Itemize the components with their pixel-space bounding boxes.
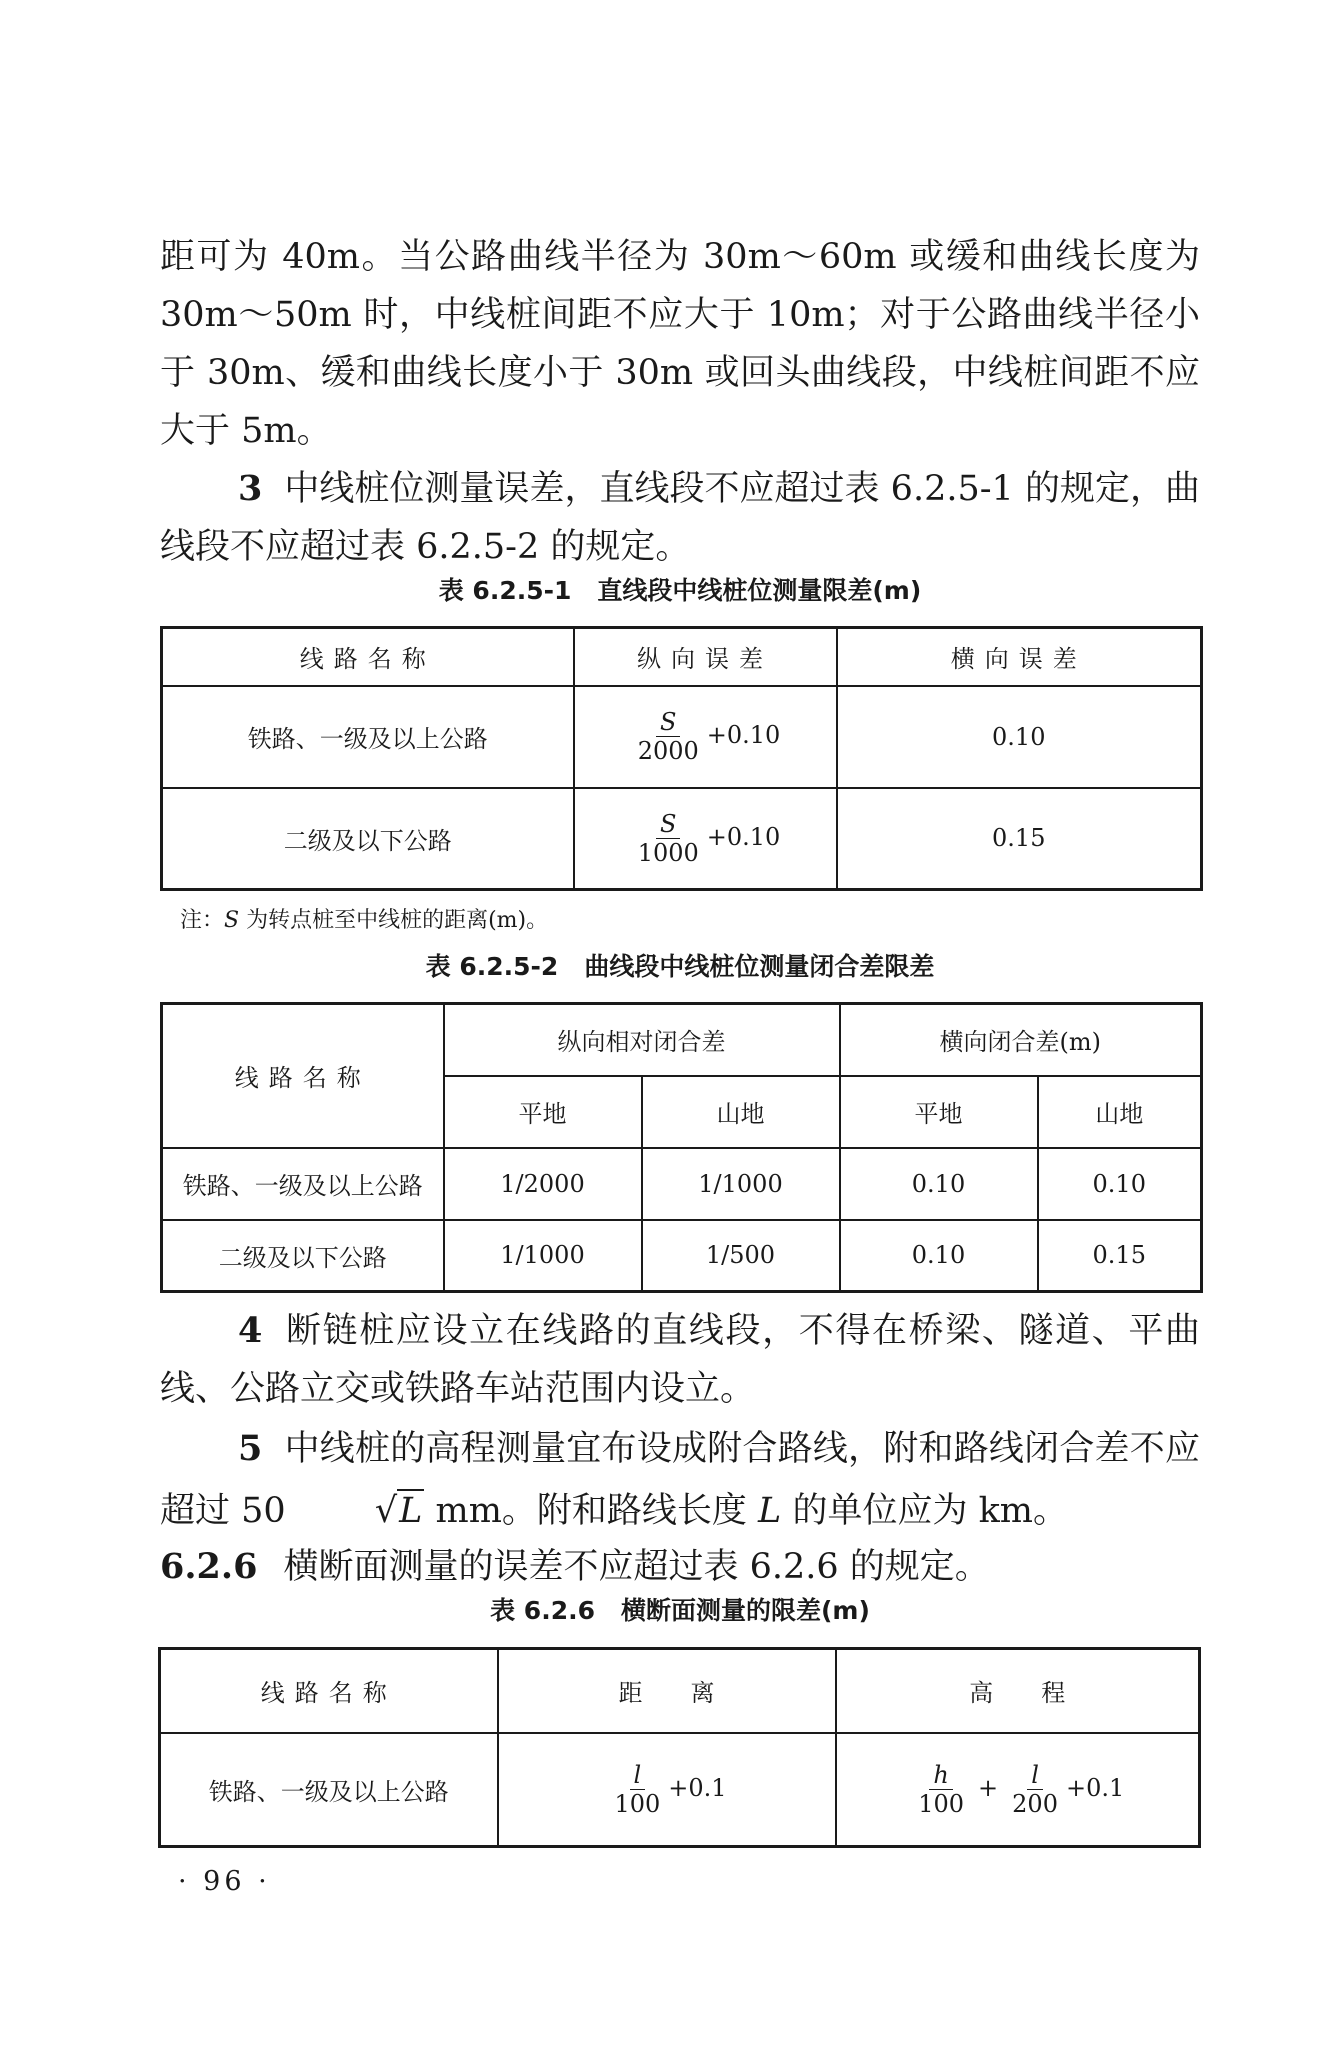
header-route-name: 线路名称: [162, 628, 574, 686]
header-longitudinal-error: 纵向误差: [574, 628, 837, 686]
fraction-numerator: S: [656, 810, 680, 839]
item-number: 4: [238, 1310, 263, 1351]
item-number: 3: [238, 468, 263, 509]
subheader-mountain: 山地: [642, 1076, 840, 1148]
table-row: [162, 1148, 1202, 1220]
table-title: 横断面测量的限差(m): [620, 1596, 870, 1625]
plus-sign: +: [978, 1773, 999, 1802]
paragraph-item-4: [160, 1302, 1200, 1418]
longitudinal-error-cell: [574, 686, 837, 788]
fraction-denominator: 1000: [637, 838, 699, 867]
route-name-cell: 二级及以下公路: [162, 788, 574, 890]
subheader-flat: 平地: [840, 1076, 1038, 1148]
table-cross-section-tolerance: [158, 1647, 1201, 1848]
paragraph-text: 断链桩应设立在线路的直线段，不得在桥梁、隧道、平曲线、公路立交或铁路车站范围内设立。: [160, 1311, 1200, 1409]
table-straight-segment-tolerance: [160, 626, 1203, 891]
value-cell: 1/1000: [642, 1148, 840, 1220]
paragraph-spacing: [160, 228, 1200, 460]
square-root: √L: [374, 1491, 423, 1531]
note-prefix: 注：: [180, 908, 225, 933]
section-6-2-6: [160, 1538, 1200, 1596]
section-text: 横断面测量的误差不应超过表 6.2.6 的规定。: [283, 1547, 990, 1587]
fraction-numerator: l: [1027, 1761, 1043, 1790]
fraction-denominator: 2000: [637, 737, 699, 765]
fraction-denominator: 200: [1012, 1789, 1058, 1818]
subheader-mountain: 山地: [1038, 1076, 1202, 1148]
header-distance: 距 离: [498, 1649, 836, 1733]
value-cell: 1/500: [642, 1220, 840, 1292]
paragraph-text: 中线桩的高程测量宜布设成附合路线，附和路线闭合差不应超过 50: [160, 1429, 1200, 1531]
lateral-error-cell: 0.10: [837, 686, 1202, 788]
value-cell: 0.10: [840, 1220, 1038, 1292]
fraction-numerator: h: [929, 1761, 952, 1790]
route-name-cell: 铁路、一级及以上公路: [162, 686, 574, 788]
paragraph-text: 中线桩位测量误差，直线段不应超过表 6.2.5-1 的规定，曲线段不应超过表 6.2.5-2 的规定。: [160, 469, 1200, 567]
fraction-numerator: l: [630, 1761, 646, 1790]
paragraph-text: 距可为 40m。当公路曲线半径为 30m～60m 或缓和曲线长度为 30m～50m 时，中线桩间距不应大于 10m；对于公路曲线半径小于 30m、缓和曲线长度小于 30m 或回头曲线段，中线桩间距不应大于 5m。: [160, 237, 1200, 451]
header-route-name: 线路名称: [160, 1649, 498, 1733]
table-curve-segment-closure: [160, 1002, 1203, 1293]
value-cell: 1/2000: [444, 1148, 642, 1220]
fraction-denominator: 100: [918, 1789, 965, 1818]
table-row: [162, 686, 1202, 788]
table-number: 表 6.2.5-1: [438, 576, 572, 605]
header-lateral-closure: 横向闭合差(m): [840, 1004, 1202, 1076]
value-cell: 1/1000: [444, 1220, 642, 1292]
addend: +0.1: [1065, 1773, 1125, 1802]
lateral-error-cell: 0.15: [837, 788, 1202, 890]
header-route-name: 线路名称: [162, 1004, 444, 1148]
section-number: 6.2.6: [160, 1546, 258, 1587]
value-cell: 0.15: [1038, 1220, 1202, 1292]
note-variable: S: [224, 908, 240, 933]
addend: +0.10: [706, 721, 781, 749]
table-row: [162, 1220, 1202, 1292]
fraction-denominator: 100: [614, 1789, 661, 1818]
route-name-cell: 二级及以下公路: [162, 1220, 444, 1292]
longitudinal-error-cell: [574, 788, 837, 890]
route-name-cell: 铁路、一级及以上公路: [162, 1148, 444, 1220]
header-longitudinal-closure: 纵向相对闭合差: [444, 1004, 840, 1076]
table-number: 表 6.2.6: [490, 1596, 595, 1625]
value-cell: 0.10: [1038, 1148, 1202, 1220]
subheader-flat: 平地: [444, 1076, 642, 1148]
distance-cell: [498, 1733, 836, 1847]
table-caption: [160, 1594, 1200, 1628]
item-number: 5: [238, 1428, 263, 1469]
table-title: 曲线段中线桩位测量闭合差限差: [584, 952, 935, 981]
paragraph-text: 的单位应为 km。: [792, 1491, 1068, 1531]
paragraph-item-3: [160, 460, 1200, 576]
addend: +0.10: [706, 822, 781, 851]
addend: +0.1: [668, 1773, 727, 1802]
paragraph-item-5: [160, 1418, 1200, 1542]
paragraph-text: mm。附和路线长度: [435, 1491, 747, 1531]
header-lateral-error: 横向误差: [837, 628, 1202, 686]
table-row: [160, 1733, 1200, 1847]
route-name-cell: 铁路、一级及以上公路: [160, 1733, 498, 1847]
table-row: [162, 788, 1202, 890]
table-note: [180, 906, 548, 936]
table-caption: [160, 950, 1200, 984]
note-text: 为转点桩至中线桩的距离(m)。: [246, 908, 549, 933]
table-number: 表 6.2.5-2: [425, 952, 559, 981]
header-elevation: 高 程: [836, 1649, 1200, 1733]
elevation-cell: [836, 1733, 1200, 1847]
value-cell: 0.10: [840, 1148, 1038, 1220]
fraction-numerator: S: [656, 708, 680, 737]
table-title: 直线段中线桩位测量限差(m): [597, 576, 922, 605]
page-number: · 96 ·: [178, 1866, 271, 1897]
math-variable: L: [758, 1491, 782, 1531]
table-caption: [160, 574, 1200, 608]
radicand: L: [399, 1491, 423, 1531]
